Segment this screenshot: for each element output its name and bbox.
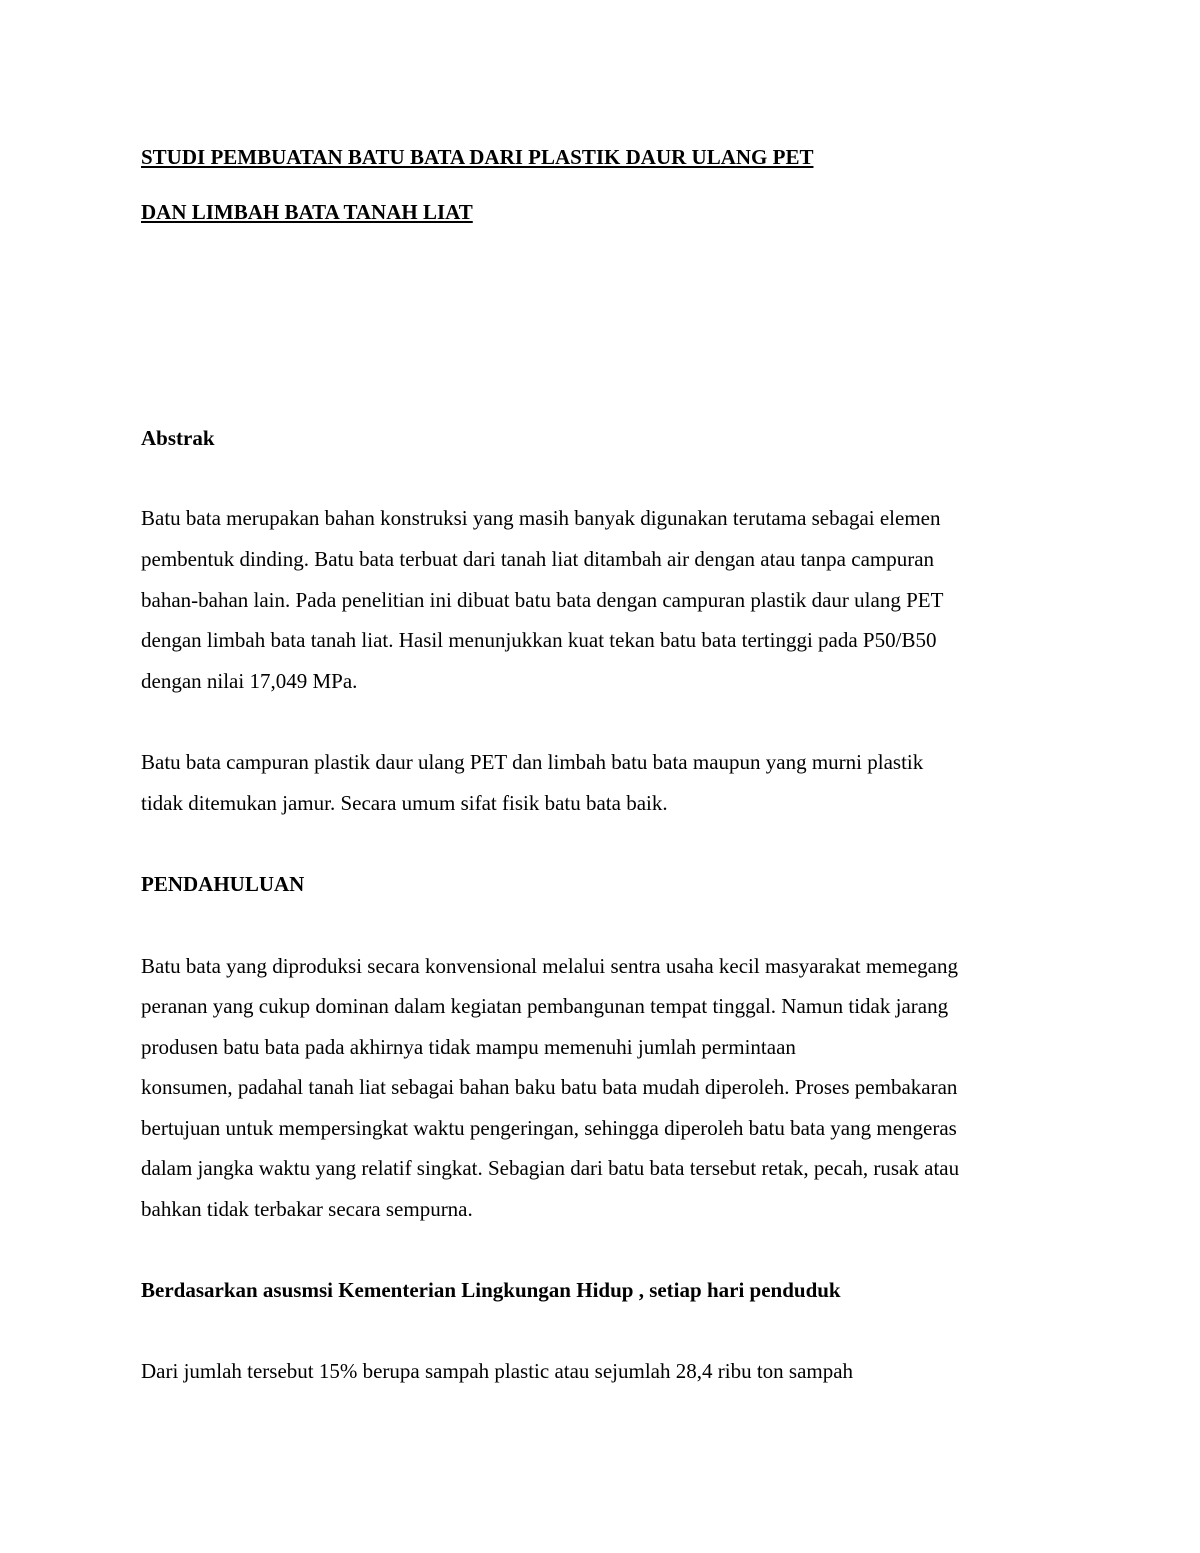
document-title-line-1: STUDI PEMBUATAN BATU BATA DARI PLASTIK DAUR ULANG PET (141, 145, 814, 169)
introduction-paragraph-line: peranan yang cukup dominan dalam kegiatan pembangunan tempat tinggal. Namun tidak jarang (141, 994, 949, 1018)
bold-statement: Berdasarkan asusmsi Kementerian Lingkungan Hidup , setiap hari penduduk (141, 1278, 841, 1302)
abstract-paragraph-1-line: bahan-bahan lain. Pada penelitian ini dibuat batu bata dengan campuran plastik daur ulang PET (141, 588, 944, 612)
abstract-paragraph-2-line: tidak ditemukan jamur. Secara umum sifat fisik batu bata baik. (141, 791, 668, 815)
abstract-heading: Abstrak (141, 426, 215, 450)
introduction-paragraph-line: bahkan tidak terbakar secara sempurna. (141, 1197, 473, 1221)
document-title-line-2: DAN LIMBAH BATA TANAH LIAT (141, 200, 473, 224)
abstract-paragraph-1-line: dengan limbah bata tanah liat. Hasil menunjukkan kuat tekan batu bata tertinggi pada P50/B50 (141, 628, 937, 652)
final-paragraph: Dari jumlah tersebut 15% berupa sampah plastic atau sejumlah 28,4 ribu ton sampah (141, 1359, 854, 1383)
introduction-paragraph-line: konsumen, padahal tanah liat sebagai bahan baku batu bata mudah diperoleh. Proses pembakaran (141, 1075, 958, 1099)
introduction-paragraph-line: Batu bata yang diproduksi secara konvensional melalui sentra usaha kecil masyarakat memegang (141, 954, 958, 978)
introduction-heading: PENDAHULUAN (141, 872, 305, 896)
introduction-paragraph-line: bertujuan untuk mempersingkat waktu pengeringan, sehingga diperoleh batu bata yang mengeras (141, 1116, 957, 1140)
introduction-paragraph-line: dalam jangka waktu yang relatif singkat. Sebagian dari batu bata tersebut retak, pecah, rusak atau (141, 1156, 960, 1180)
abstract-paragraph-1-line: Batu bata merupakan bahan konstruksi yang masih banyak digunakan terutama sebagai elemen (141, 506, 941, 530)
abstract-paragraph-1-line: dengan nilai 17,049 MPa. (141, 669, 358, 693)
introduction-paragraph-line: produsen batu bata pada akhirnya tidak mampu memenuhi jumlah permintaan (141, 1035, 796, 1059)
abstract-paragraph-1-line: pembentuk dinding. Batu bata terbuat dari tanah liat ditambah air dengan atau tanpa campuran (141, 547, 935, 571)
abstract-paragraph-2-line: Batu bata campuran plastik daur ulang PET dan limbah batu bata maupun yang murni plastik (141, 750, 924, 774)
